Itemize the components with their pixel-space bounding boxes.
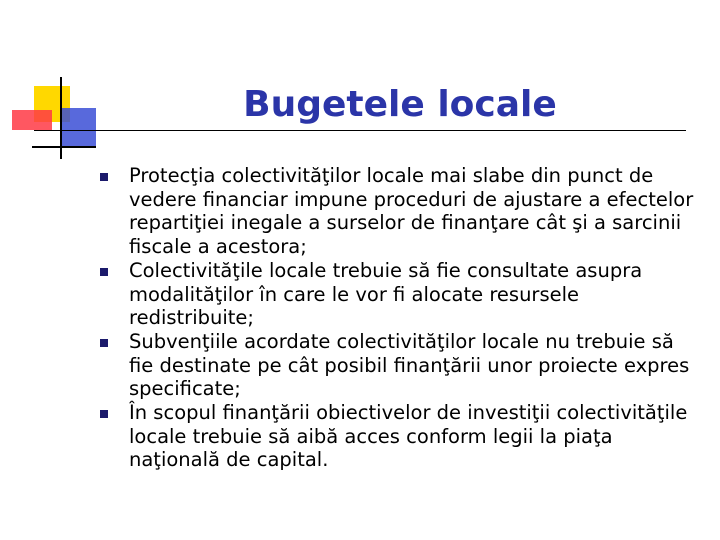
bullet-text: Subvenţiile acordate colectivităţilor locale nu trebuie să fie destinate pe cât posibil finanţării unor proiecte expres specificate; xyxy=(129,329,690,401)
title-underline-divider xyxy=(34,130,686,131)
bullet-text: Protecţia colectivităţilor locale mai slabe din punct de vedere financiar impune proceduri de ajustare a efectelor repartiţiei inegale a surselor de finanţare cât şi a sarcinii fiscale a acestora; xyxy=(129,164,694,259)
logo-horizontal-line xyxy=(32,146,96,148)
square-bullet-icon xyxy=(100,268,108,276)
logo-blue-square xyxy=(60,108,96,146)
bullet-list xyxy=(98,164,698,472)
bullet-item xyxy=(98,401,698,472)
square-bullet-icon xyxy=(100,410,108,418)
bullet-text: În scopul finanţării obiectivelor de investiţii colectivităţile locale trebuie să aibă acces conform legii la piaţa naţională de capital. xyxy=(129,401,688,472)
bullet-text: Colectivităţile locale trebuie să fie consultate asupra modalităţilor în care le vor fi alocate resursele redistribuite; xyxy=(129,258,643,330)
bullet-item xyxy=(98,259,698,330)
slide-title: Bugetele locale xyxy=(243,84,557,125)
square-bullet-icon xyxy=(100,339,108,347)
square-bullet-icon xyxy=(100,173,108,181)
bullet-item xyxy=(98,330,698,401)
bullet-item xyxy=(98,164,698,259)
logo-yellow-square xyxy=(34,86,70,122)
logo-vertical-line xyxy=(60,77,62,159)
logo-red-rectangle xyxy=(12,110,52,130)
